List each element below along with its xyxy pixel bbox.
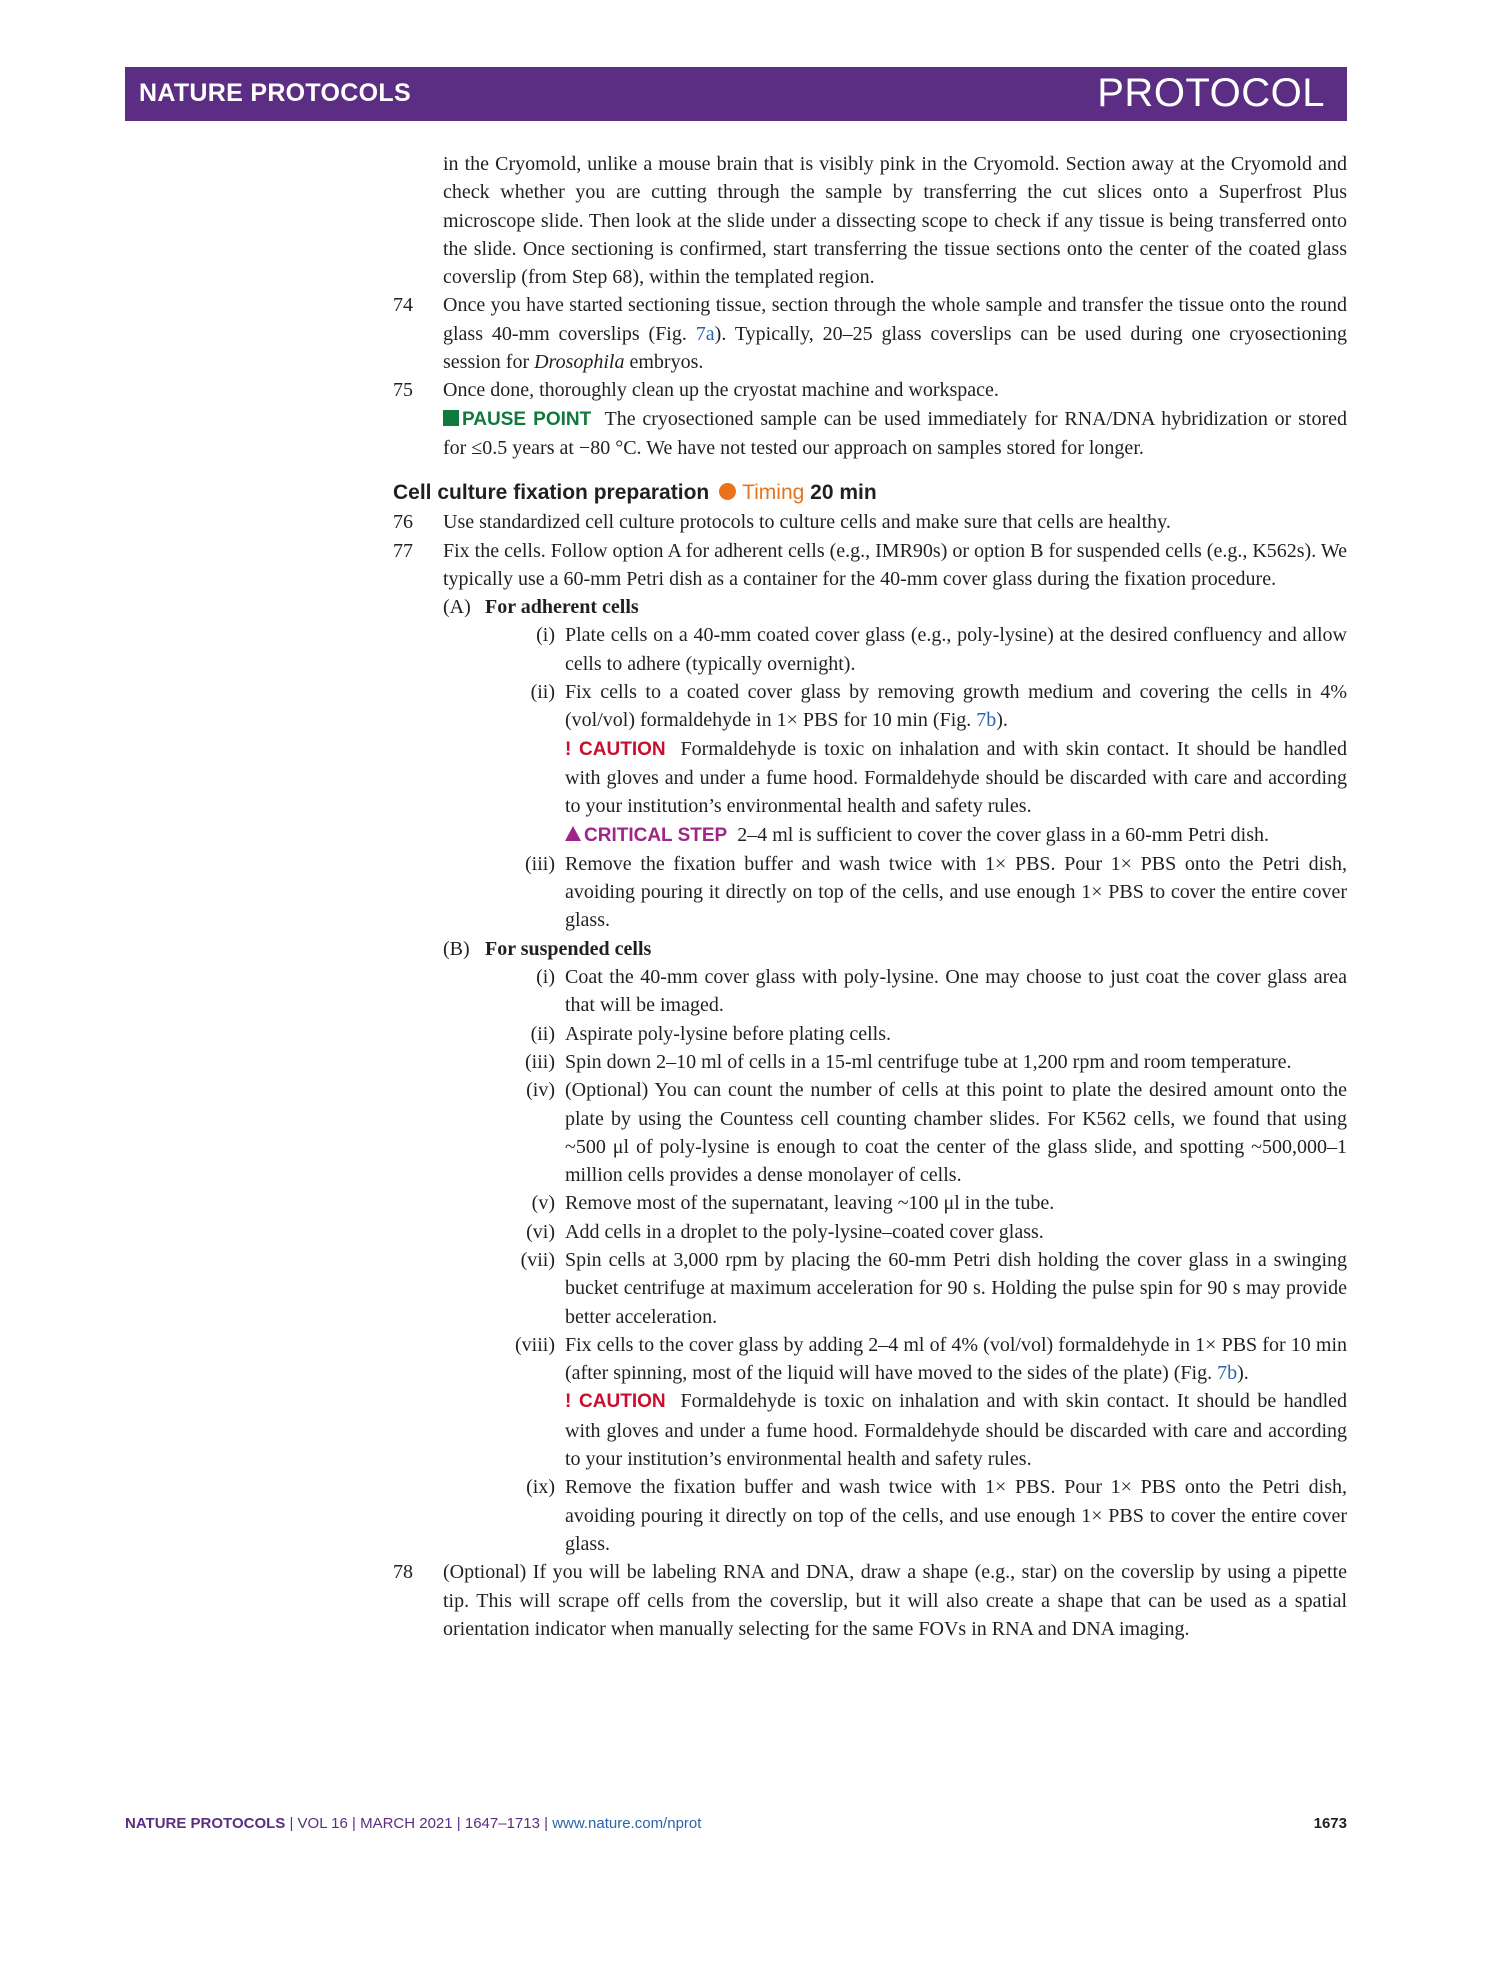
option-label: (B) <box>443 937 470 960</box>
substep: (i) Plate cells on a 40-mm coated cover glass (e.g., poly-lysine) at the desired confluency and allow cells to adhere (typically overnight). <box>536 624 1347 675</box>
step-number: 75 <box>393 379 413 402</box>
option-title: For adherent cells <box>485 596 639 619</box>
pause-point-label: PAUSE POINT <box>462 408 592 430</box>
timing-value: 20 min <box>810 481 877 505</box>
option-label: (A) <box>443 596 471 619</box>
journal-url-link[interactable]: www.nature.com/nprot <box>552 1815 702 1832</box>
option-a-substeps <box>443 621 1347 934</box>
critical-step-label: CRITICAL STEP <box>584 824 728 846</box>
footer-citation: NATURE PROTOCOLS | VOL 16 | MARCH 2021 | 1647–1713 | www.nature.com/nprot <box>125 1815 702 1832</box>
pause-point-text: The cryosectioned sample can be used immediately for RNA/DNA hybridization or stored for ≤0.5 years at −80 °C. We have not tested our approach on samples stored for longer. <box>443 407 1348 459</box>
figure-link[interactable]: 7b <box>976 709 997 732</box>
step-number: 74 <box>393 294 413 317</box>
warning-triangle-icon <box>565 826 581 841</box>
step-74: 74 Once you have started sectioning tissue, section through the whole sample and transfer the tissue onto the round glass 40-mm coverslips (Fig. 7a). Typically, 20–25 glass coverslips can be used during one cryosectioning session for Drosophila embryos. <box>393 291 1347 376</box>
step-77: 77 Fix the cells. Follow option A for adherent cells (e.g., IMR90s) or option B for suspended cells (e.g., K562s). We typically use a 60-mm Petri dish as a container for the 40-mm cover glass during the fixation procedure. <box>393 537 1347 594</box>
step-73-continuation: in the Cryomold, unlike a mouse brain that is visibly pink in the Cryomold. Section away at the Cryomold and check whether you are cutting through the sample by transferring the cut slices onto a Superfrost Plus microscope slide. Then look at the slide under a dissecting scope to check if any tissue is being transferred onto the slide. Once sectioning is confirmed, start transferring the tissue sections onto the center of the coated glass coverslip (from Step 68), within the templated region. <box>443 153 1347 289</box>
section-heading: Cell culture fixation preparation Timing 20 min <box>393 481 877 505</box>
substep: (ii) Aspirate poly-lysine before plating cells. <box>530 1022 892 1045</box>
step-number: 76 <box>393 511 413 534</box>
organism-name: Drosophila <box>534 351 625 374</box>
page-number: 1673 <box>1313 1815 1347 1832</box>
step-number: 77 <box>393 539 413 562</box>
substep: (v) Remove most of the supernatant, leaving ~100 μl in the tube. <box>531 1192 1055 1215</box>
substep: (iii) Spin down 2–10 ml of cells in a 15-ml centrifuge tube at 1,200 rpm and room temperature. <box>525 1050 1292 1073</box>
critical-step-note: CRITICAL STEP 2–4 ml is sufficient to cover the cover glass in a 60-mm Petri dish. <box>485 821 1347 850</box>
step-number: 78 <box>393 1561 413 1584</box>
caution-note: ! CAUTION Formaldehyde is toxic on inhalation and with skin contact. It should be handled with gloves and under a fume hood. Formaldehyde should be discarded with care and according to your institution’s environmental health and safety rules. <box>565 1390 1348 1471</box>
caution-label: ! CAUTION <box>565 1391 666 1413</box>
step-78: 78 (Optional) If you will be labeling RNA and DNA, draw a shape (e.g., star) on the coverslip by using a pipette tip. This will scrape off cells from the coverslip, but it will also create a shape that can be used as a spatial orientation indicator when manually selecting for the same FOVs in RNA and DNA imaging. <box>393 1558 1347 1643</box>
option-title: For suspended cells <box>485 937 652 960</box>
option-b <box>443 935 1347 963</box>
substep: (vi) Add cells in a droplet to the poly-lysine–coated cover glass. <box>526 1220 1044 1243</box>
option-b-substeps <box>443 963 1347 1558</box>
caution-note: ! CAUTION Formaldehyde is toxic on inhalation and with skin contact. It should be handled with gloves and under a fume hood. Formaldehyde should be discarded with care and according to your institution’s environmental health and safety rules. <box>565 737 1348 818</box>
article-type: PROTOCOL <box>1097 71 1325 115</box>
substep: (vii) Spin cells at 3,000 rpm by placing the 60-mm Petri dish holding the cover glass in a swinging bucket centrifuge at maximum acceleration for 90 s. Holding the pulse spin for 90 s may provide better acceleration. <box>520 1248 1347 1328</box>
substep: (iii) Remove the fixation buffer and wash twice with 1× PBS. Pour 1× PBS onto the Petri dish, avoiding pouring it directly on top of the cells, and use enough 1× PBS to cover the entire cover glass. <box>525 852 1347 932</box>
substep: (ii) Fix cells to a coated cover glass by removing growth medium and covering the cells in 4% (vol/vol) formaldehyde in 1× PBS for 10 min (Fig. 7b). <box>530 681 1347 732</box>
step-75: 75 Once done, thoroughly clean up the cryostat machine and workspace. PAUSE POINT The cryosectioned sample can be used immediately for RNA/DNA hybridization or stored for ≤0.5 years at −80 °C. We have not tested our approach on samples stored for longer. <box>393 376 1347 462</box>
figure-link[interactable]: 7b <box>1217 1362 1238 1385</box>
option-a <box>443 593 1347 621</box>
substep: (i) Coat the 40-mm cover glass with poly-lysine. One may choose to just coat the cover glass area that will be imaged. <box>536 966 1347 1017</box>
substep: (viii) Fix cells to the cover glass by adding 2–4 ml of 4% (vol/vol) formaldehyde in 1× PBS for 10 min (after spinning, most of the liquid will have moved to the sides of the plate) (Fig. 7b). <box>515 1333 1347 1385</box>
pause-square-icon <box>443 410 459 426</box>
journal-banner <box>125 67 1347 121</box>
protocol-body <box>393 150 1347 1643</box>
clock-icon <box>719 483 736 500</box>
caution-label: ! CAUTION <box>565 738 666 760</box>
journal-name: NATURE PROTOCOLS <box>139 79 411 107</box>
figure-link[interactable]: 7a <box>695 322 715 345</box>
step-76: 76 Use standardized cell culture protocols to culture cells and make sure that cells are healthy. <box>393 508 1347 536</box>
timing-label: Timing <box>742 481 805 505</box>
substep: (ix) Remove the fixation buffer and wash twice with 1× PBS. Pour 1× PBS onto the Petri dish, avoiding pouring it directly on top of the cells, and use enough 1× PBS to cover the entire cover glass. <box>526 1476 1347 1555</box>
substep: (iv) (Optional) You can count the number of cells at this point to plate the desired amount onto the plate by using the Countess cell counting chamber slides. For K562 cells, we found that using ~500 μl of poly-lysine is enough to coat the center of the glass slide, and spotting ~500,000–1 million cells provides a dense monolayer of cells. <box>526 1079 1347 1187</box>
